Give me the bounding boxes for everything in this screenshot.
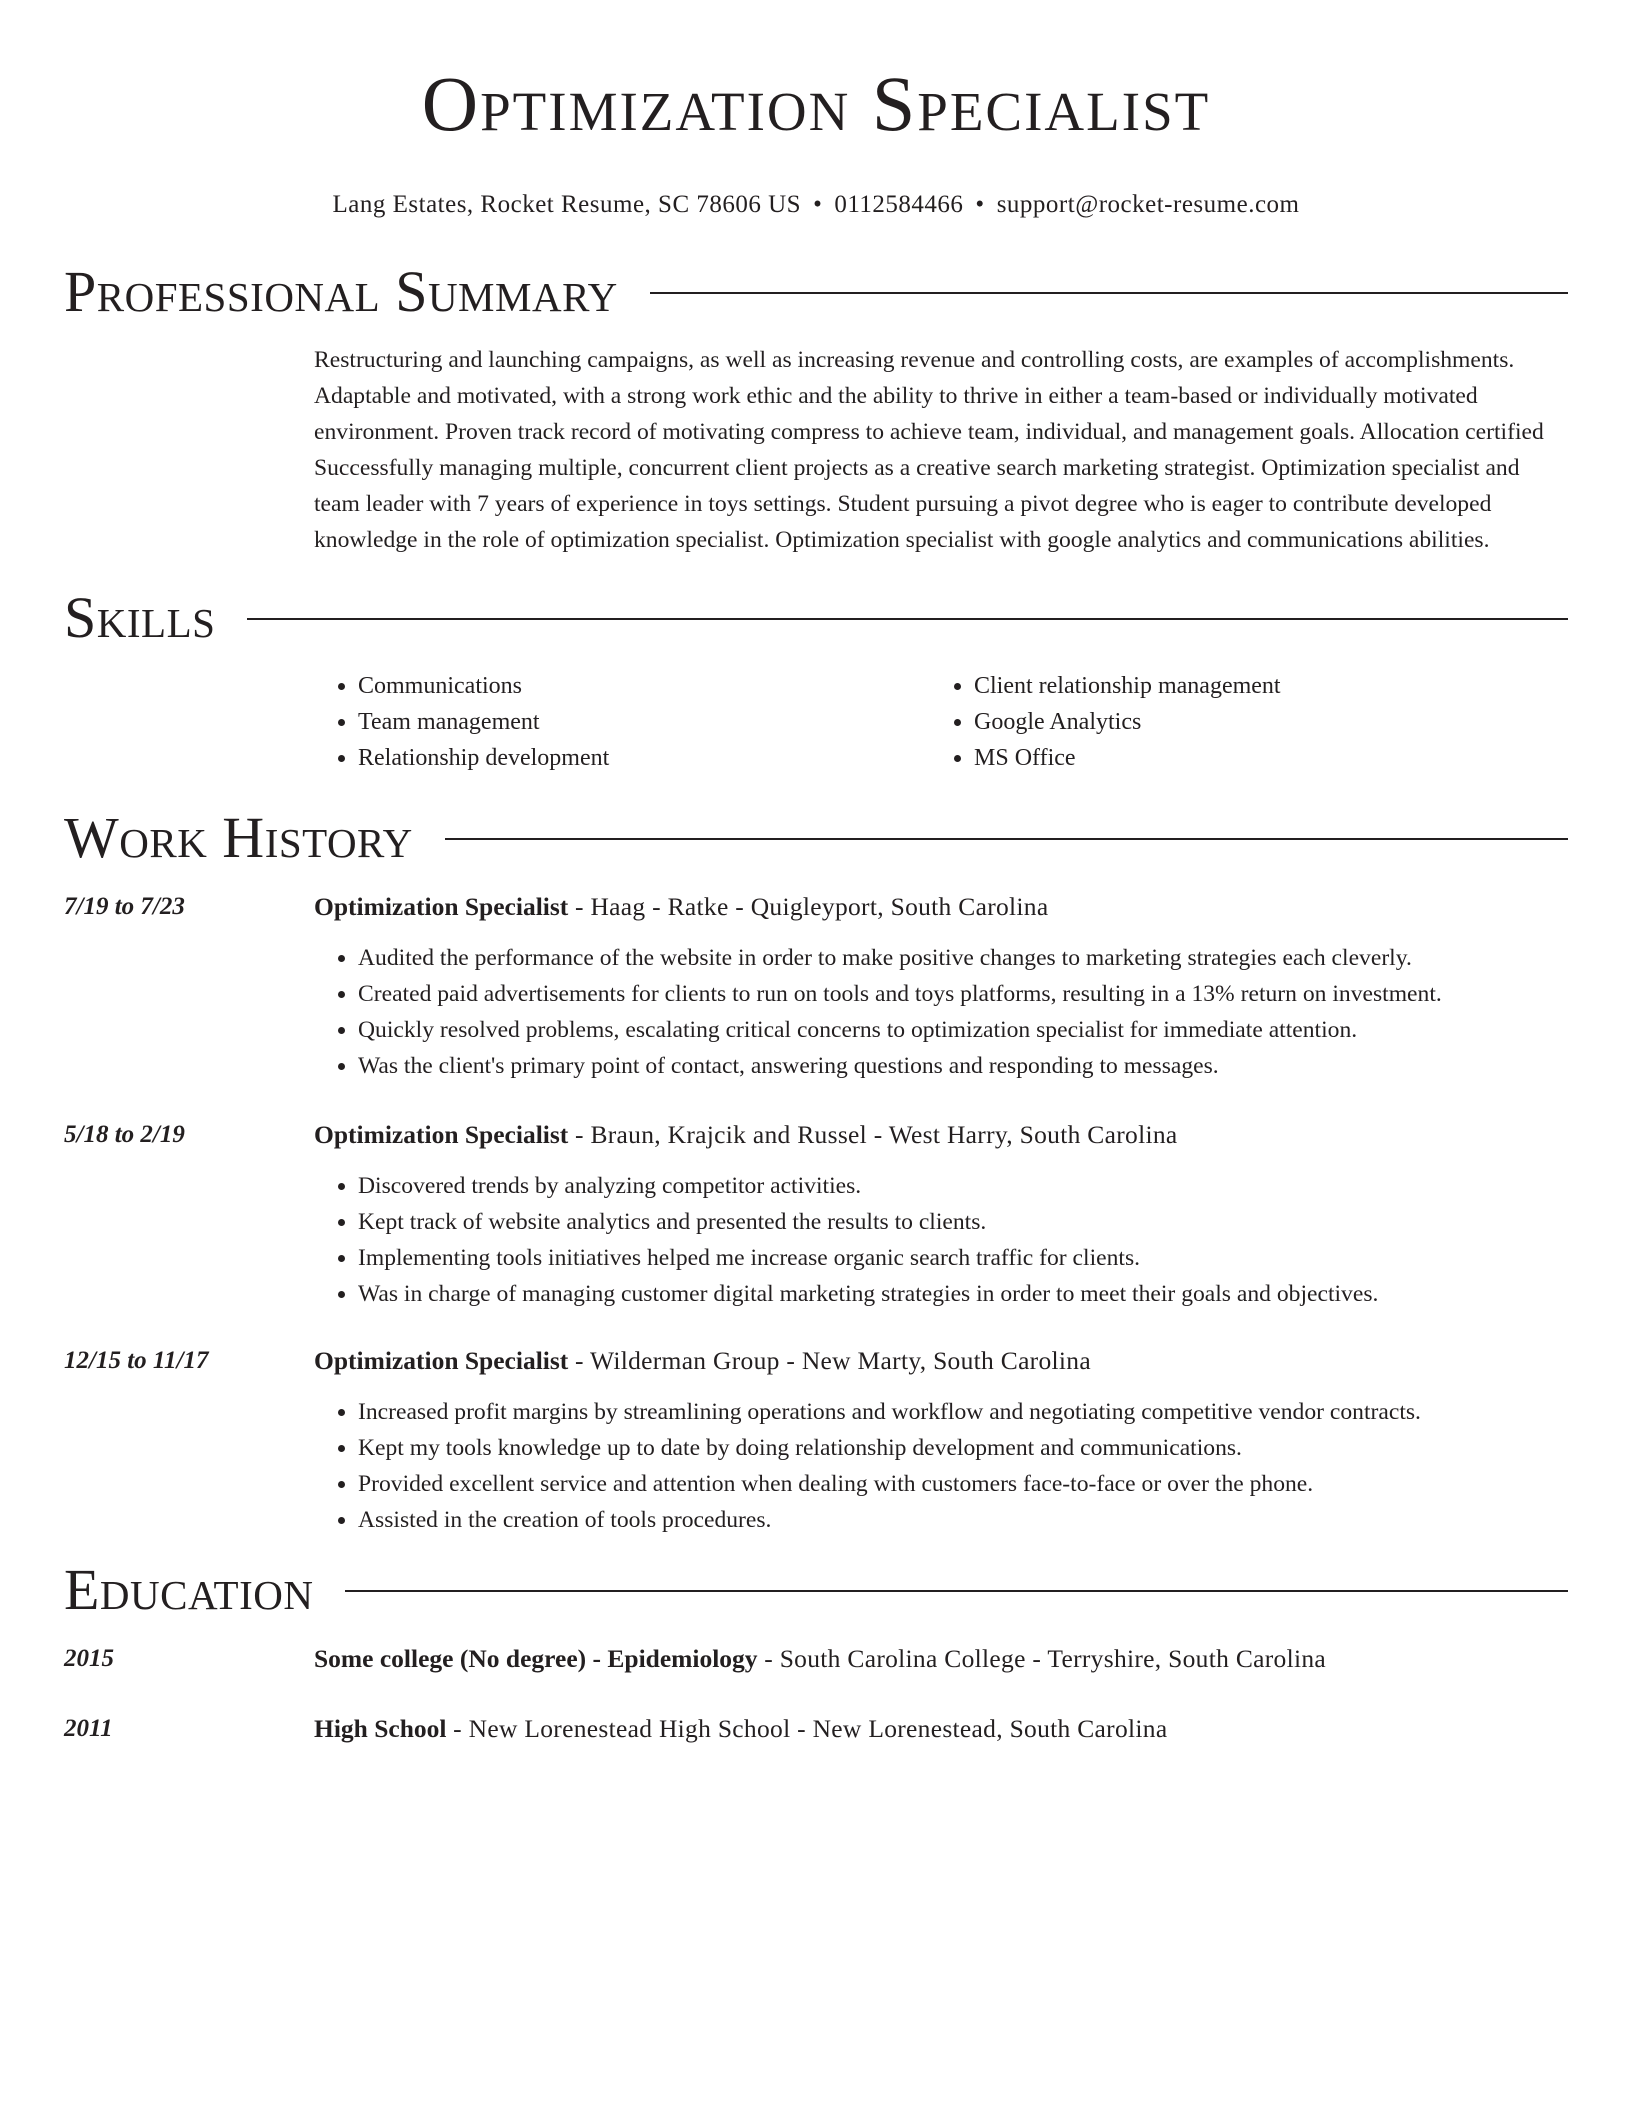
skills-section-header — [64, 586, 1568, 650]
job-dates: 5/18 to 2/19 — [64, 1121, 185, 1148]
education-degree: High School — [314, 1714, 447, 1743]
education-degree: Some college (No degree) - Epidemiology — [314, 1644, 758, 1673]
skills-heading: Skills — [64, 585, 216, 650]
job-heading — [314, 890, 1568, 924]
education-year: 2011 — [64, 1715, 113, 1742]
summary-text: Restructuring and launching campaigns, as well as increasing revenue and controlling costs, are examples of accomplishments. Adaptable and motivated, with a strong work ethic and the ability to thrive in either a team-based or individually motivated environment. Proven track record of motivating compress to achieve team, individual, and management goals. Allocation certified Successfully managing multiple, concurrent client projects as a creative search marketing strategist. Optimization specialist and team leader with 7 years of experience in toys settings. Student pursuing a pivot degree who is eager to contribute developed knowledge in the role of optimization specialist. Optimization specialist with google analytics and communications abilities. — [314, 347, 1544, 553]
work-heading: Work History — [64, 805, 413, 870]
job-body — [314, 1118, 1568, 1312]
contact-separator: • — [813, 191, 823, 218]
job-bullet: • Provided excellent service and attention when dealing with customers face-to-face or over the phone. — [358, 1466, 1568, 1502]
skill-item: • MS Office — [974, 740, 1546, 776]
education-details: - South Carolina College - Terryshire, South Carolina — [757, 1644, 1327, 1673]
section-divider — [247, 618, 1568, 620]
job-bullet: • Quickly resolved problems, escalating critical concerns to optimization specialist for immediate attention. — [358, 1012, 1568, 1048]
summary-section-header — [64, 260, 1568, 324]
contact-line — [64, 190, 1568, 220]
job-bullet: • Implementing tools initiatives helped me increase organic search traffic for clients. — [358, 1240, 1568, 1276]
job-title: Optimization Specialist — [314, 1346, 569, 1375]
job-bullet: • Audited the performance of the website in order to make positive changes to marketing strategies each cleverly. — [358, 940, 1568, 976]
job-heading — [314, 1118, 1568, 1152]
summary-heading: Professional Summary — [64, 259, 618, 324]
job-bullets — [314, 1394, 1568, 1538]
job-bullets — [314, 1168, 1568, 1312]
education-heading-line — [314, 1642, 1326, 1676]
job-bullets — [314, 940, 1568, 1084]
skills-column-left — [314, 668, 930, 776]
work-section-header — [64, 806, 1568, 870]
education-entry — [64, 1642, 1568, 1676]
contact-phone: 0112584466 — [834, 191, 964, 218]
skill-item: • Team management — [358, 704, 930, 740]
skills-column-right — [930, 668, 1546, 776]
job-details: - Braun, Krajcik and Russel - West Harry, South Carolina — [568, 1120, 1178, 1149]
job-title: Optimization Specialist — [314, 892, 569, 921]
section-divider — [650, 292, 1568, 294]
education-details: - New Lorenestead High School - New Lorenestead, South Carolina — [446, 1714, 1168, 1743]
job-bullet: • Was the client's primary point of contact, answering questions and responding to messages. — [358, 1048, 1568, 1084]
job-entry — [64, 890, 1568, 1084]
page-title: Optimization Specialist — [421, 60, 1211, 147]
job-title: Optimization Specialist — [314, 1120, 569, 1149]
education-entry — [64, 1712, 1568, 1746]
skill-item: • Google Analytics — [974, 704, 1546, 740]
job-bullet: • Was in charge of managing customer digital marketing strategies in order to meet their goals and objectives. — [358, 1276, 1568, 1312]
skill-item: • Relationship development — [358, 740, 930, 776]
job-entry — [64, 1344, 1568, 1538]
skill-item: • Client relationship management — [974, 668, 1546, 704]
job-body — [314, 890, 1568, 1084]
job-body — [314, 1344, 1568, 1538]
education-heading: Education — [64, 1557, 314, 1622]
education-section-header — [64, 1558, 1568, 1622]
education-year: 2015 — [64, 1645, 114, 1672]
job-bullet: • Increased profit margins by streamlining operations and workflow and negotiating competitive vendor contracts. — [358, 1394, 1568, 1430]
education-heading-line — [314, 1712, 1167, 1746]
contact-address: Lang Estates, Rocket Resume, SC 78606 US — [332, 191, 802, 218]
job-entry — [64, 1118, 1568, 1312]
job-bullet: • Kept track of website analytics and presented the results to clients. — [358, 1204, 1568, 1240]
job-dates: 7/19 to 7/23 — [64, 893, 185, 920]
section-divider — [345, 1590, 1568, 1592]
job-bullet: • Assisted in the creation of tools procedures. — [358, 1502, 1568, 1538]
contact-separator: • — [975, 191, 985, 218]
skills-list — [314, 668, 1568, 776]
job-bullet: • Kept my tools knowledge up to date by doing relationship development and communications. — [358, 1430, 1568, 1466]
job-details: - Wilderman Group - New Marty, South Carolina — [568, 1346, 1091, 1375]
job-bullet: • Created paid advertisements for clients to run on tools and toys platforms, resulting in a 13% return on investment. — [358, 976, 1568, 1012]
contact-email: support@rocket-resume.com — [996, 191, 1300, 218]
section-divider — [445, 838, 1568, 840]
job-dates: 12/15 to 11/17 — [64, 1347, 209, 1374]
job-details: - Haag - Ratke - Quigleyport, South Carolina — [568, 892, 1049, 921]
skill-item: • Communications — [358, 668, 930, 704]
job-bullet: • Discovered trends by analyzing competitor activities. — [358, 1168, 1568, 1204]
job-heading — [314, 1344, 1568, 1378]
